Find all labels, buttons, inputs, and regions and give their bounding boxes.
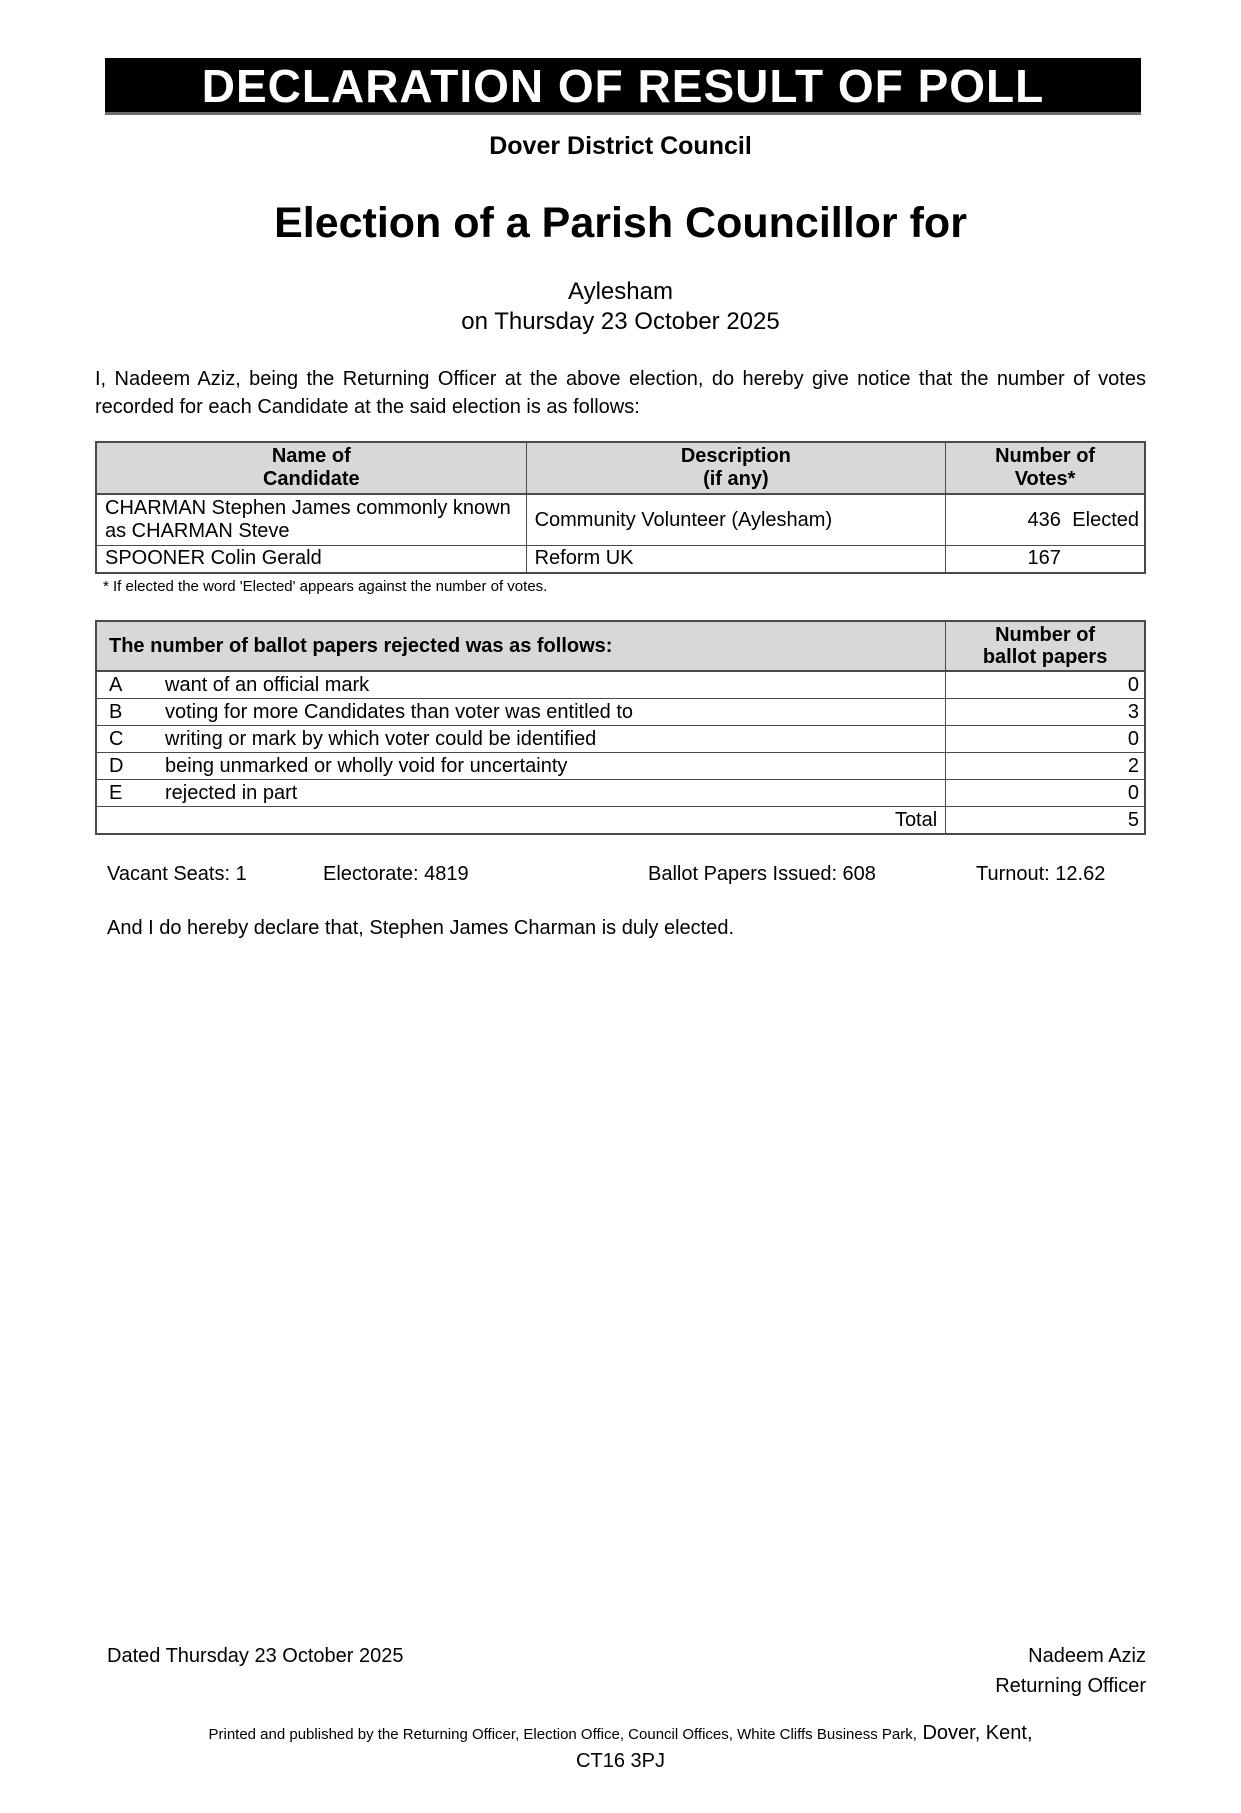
- rejected-label: voting for more Candidates than voter was entitled to: [165, 700, 634, 723]
- rejected-row-d: [96, 752, 1145, 779]
- rejected-letter: A: [109, 673, 123, 696]
- rejected-row-c: [96, 725, 1145, 752]
- elected-footnote: * If elected the word 'Elected' appears against the number of votes.: [103, 577, 548, 595]
- officer-name: Nadeem Aziz: [1028, 1645, 1146, 1667]
- officer-title: Returning Officer: [995, 1675, 1146, 1697]
- rejected-reason: [96, 725, 946, 752]
- rejected-total-label: Total: [96, 806, 946, 834]
- rejected-header-count: [946, 621, 1145, 671]
- dated-line: Dated Thursday 23 October 2025: [107, 1645, 404, 1667]
- rejected-letter: C: [109, 727, 124, 750]
- signature-row: [95, 1641, 1146, 1701]
- electorate-stat: Electorate: 4819: [323, 862, 469, 885]
- column-header-votes: [946, 442, 1145, 494]
- rejected-row-a: [96, 671, 1145, 699]
- candidate-name: SPOONER Colin Gerald: [96, 546, 526, 573]
- candidate-elected-flag: Elected: [1072, 508, 1139, 531]
- footer-line1: [0, 1720, 1241, 1748]
- candidates-table: [95, 441, 1146, 574]
- rejected-label: rejected in part: [165, 781, 298, 804]
- rejected-count: 0: [946, 725, 1145, 752]
- rejected-letter: B: [109, 700, 123, 723]
- candidate-vote-count: 167: [1027, 547, 1061, 570]
- vacant-seats-stat: Vacant Seats: 1: [107, 862, 247, 885]
- rejected-reason: [96, 698, 946, 725]
- printed-published-footer: [0, 1720, 1241, 1774]
- rejected-count: 0: [946, 779, 1145, 806]
- rejected-header-count-line1: Number of: [995, 623, 1096, 646]
- officer-signature-block: [995, 1641, 1146, 1701]
- column-header-name: [96, 442, 526, 494]
- election-date: on Thursday 23 October 2025: [461, 308, 780, 335]
- turnout-stat: Turnout: 12.62: [976, 862, 1106, 885]
- rejected-reason: [96, 752, 946, 779]
- candidate-row: [96, 546, 1145, 573]
- footer-postcode: CT16 3PJ: [576, 1750, 665, 1772]
- column-header-description-line1: Description: [680, 445, 791, 467]
- rejected-row-e: [96, 779, 1145, 806]
- column-header-votes-line2: Votes*: [1014, 468, 1076, 490]
- candidates-header-row: [96, 442, 1145, 494]
- rejected-reason: [96, 671, 946, 699]
- candidate-name: CHARMAN Stephen James commonly known as CHARMAN Steve: [96, 494, 526, 546]
- column-header-description-line2: (if any): [703, 468, 769, 490]
- rejected-label: want of an official mark: [165, 673, 370, 696]
- declaration-statement: And I do hereby declare that, Stephen James Charman is duly elected.: [107, 916, 735, 939]
- rejected-header-row: [96, 621, 1145, 671]
- column-header-description: [526, 442, 946, 494]
- rejected-letter: E: [109, 781, 123, 804]
- rejected-count: 3: [946, 698, 1145, 725]
- column-header-name-line1: Name of: [271, 445, 351, 467]
- rejected-ballots-table: [95, 620, 1146, 835]
- council-name: Dover District Council: [489, 132, 752, 160]
- rejected-label: writing or mark by which voter could be identified: [165, 727, 597, 750]
- rejected-reason: [96, 779, 946, 806]
- candidate-vote-count: 436: [1027, 508, 1061, 531]
- rejected-row-b: [96, 698, 1145, 725]
- election-area: Aylesham: [568, 278, 673, 305]
- declaration-of-result-document: [0, 58, 1241, 1813]
- footer-line1-small: Printed and published by the Returning Officer, Election Office, Council Offices, White Cliffs Business Park,: [208, 1726, 917, 1743]
- rejected-total-count: 5: [946, 806, 1145, 834]
- candidate-description: Reform UK: [526, 546, 946, 573]
- returning-officer-notice: I, Nadeem Aziz, being the Returning Officer at the above election, do hereby give notice that the number of votes recorded for each Candidate at the said election is as follows:: [95, 368, 1146, 418]
- election-statistics: [95, 861, 1146, 887]
- election-title: Election of a Parish Councillor for: [274, 199, 967, 247]
- rejected-header-count-line2: ballot papers: [982, 645, 1108, 668]
- document-banner: DECLARATION OF RESULT OF POLL: [105, 58, 1141, 115]
- rejected-header-label: The number of ballot papers rejected was as follows:: [96, 621, 946, 671]
- rejected-count: 2: [946, 752, 1145, 779]
- rejected-letter: D: [109, 754, 124, 777]
- column-header-votes-line1: Number of: [995, 445, 1096, 467]
- candidate-description: Community Volunteer (Aylesham): [526, 494, 946, 546]
- candidate-votes-cell: [946, 494, 1145, 546]
- rejected-count: 0: [946, 671, 1145, 699]
- rejected-label: being unmarked or wholly void for uncertainty: [165, 754, 568, 777]
- footer-line1-large: Dover, Kent,: [916, 1722, 1033, 1744]
- rejected-total-row: [96, 806, 1145, 834]
- candidate-row: [96, 494, 1145, 546]
- column-header-name-line2: Candidate: [262, 468, 360, 490]
- ballot-papers-issued-stat: Ballot Papers Issued: 608: [648, 862, 876, 885]
- candidate-votes-cell: [946, 546, 1145, 573]
